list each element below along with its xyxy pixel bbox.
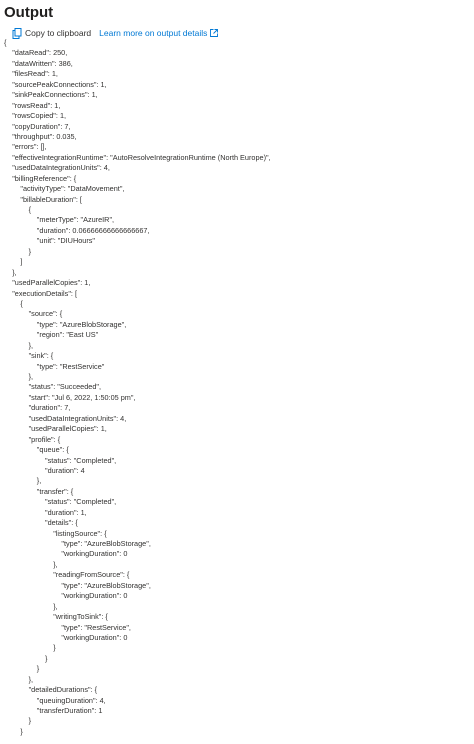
json-line: "usedDataIntegrationUnits": 4,	[12, 163, 110, 173]
json-line: "duration": 7,	[28, 403, 71, 413]
json-line: }	[53, 643, 56, 653]
json-line: "writingToSink": {	[53, 612, 108, 622]
json-line: },	[53, 601, 58, 611]
json-line: "status": "Succeeded",	[28, 382, 102, 392]
learn-more-label: Learn more on output details	[99, 28, 208, 38]
json-line: "readingFromSource": {	[53, 570, 130, 580]
json-line: }	[36, 664, 40, 674]
json-line: {	[20, 298, 23, 308]
json-line: "profile": {	[28, 434, 61, 444]
json-line: }	[20, 726, 23, 736]
json-line: "sink": {	[28, 351, 54, 361]
json-line: "executionDetails": [	[12, 288, 77, 298]
json-line: },	[28, 674, 34, 684]
json-line: "errors": [],	[12, 142, 47, 152]
output-json-viewer	[4, 38, 470, 737]
page-title: Output	[4, 4, 54, 21]
json-line: ]	[20, 257, 23, 267]
json-line: "type": "RestService",	[61, 622, 131, 632]
json-line: "duration": 1,	[45, 507, 87, 517]
json-line: "start": "Jul 6, 2022, 1:50:05 pm",	[28, 392, 136, 402]
json-line: "listingSource": {	[53, 528, 107, 538]
json-line: "sinkPeakConnections": 1,	[12, 90, 98, 100]
json-line: "status": "Completed",	[45, 497, 117, 507]
json-line: "billingReference": {	[12, 173, 77, 183]
json-line: "type": "AzureBlobStorage",	[61, 580, 151, 590]
json-line: "effectiveIntegrationRuntime": "AutoResolveIntegrationRuntime (North Europe)",	[12, 152, 271, 162]
json-line: "activityType": "DataMovement",	[20, 184, 125, 194]
external-link-icon	[210, 29, 218, 37]
json-line: "type": "AzureBlobStorage",	[36, 319, 127, 329]
json-line: "type": "RestService"	[36, 361, 105, 371]
json-line: "region": "East US"	[36, 330, 99, 340]
copy-to-clipboard-button[interactable]	[12, 28, 91, 39]
json-line: },	[28, 340, 34, 350]
json-line: }	[45, 653, 48, 663]
json-line: },	[12, 267, 17, 277]
copy-to-clipboard-label: Copy to clipboard	[25, 28, 92, 38]
json-line: {	[4, 38, 7, 47]
json-line: "transfer": {	[36, 486, 74, 496]
json-line: {	[28, 205, 32, 214]
json-line: "dataRead": 250,	[12, 48, 68, 58]
json-line: "queuingDuration": 4,	[36, 695, 106, 705]
json-line: "duration": 4	[45, 465, 85, 475]
json-line: }	[28, 246, 32, 256]
json-line: "dataWritten": 386,	[12, 58, 73, 68]
json-line: "status": "Completed",	[45, 455, 117, 465]
json-line: },	[28, 372, 34, 381]
learn-more-link[interactable]	[99, 28, 218, 38]
json-line: }	[28, 716, 32, 726]
json-line: "billableDuration": [	[20, 194, 82, 204]
json-line: "workingDuration": 0	[61, 549, 128, 559]
json-line: "copyDuration": 7,	[12, 121, 71, 131]
json-line: "workingDuration": 0	[61, 632, 128, 642]
json-line: },	[53, 559, 58, 569]
json-line: "source": {	[28, 309, 63, 319]
json-line: "filesRead": 1,	[12, 69, 58, 79]
json-line: },	[36, 476, 42, 486]
json-line: "transferDuration": 1	[36, 706, 103, 715]
json-line: "unit": "DIUHours"	[36, 236, 96, 246]
json-line: "meterType": "AzureIR",	[36, 215, 115, 225]
json-line: "detailedDurations": {	[28, 685, 98, 695]
json-line: "usedParallelCopies": 1,	[12, 278, 91, 288]
json-line: "rowsCopied": 1,	[12, 111, 67, 121]
json-line: "rowsRead": 1,	[12, 100, 61, 110]
json-line: "details": {	[45, 518, 78, 528]
json-line: "workingDuration": 0	[61, 591, 128, 601]
json-line: "queue": {	[36, 445, 69, 455]
json-line: "type": "AzureBlobStorage",	[61, 539, 151, 548]
json-line: "usedParallelCopies": 1,	[28, 424, 107, 434]
copy-icon	[12, 28, 22, 39]
json-line: "usedDataIntegrationUnits": 4,	[28, 413, 127, 423]
json-line: "sourcePeakConnections": 1,	[12, 79, 107, 89]
json-line: "duration": 0.06666666666666667,	[36, 225, 150, 235]
json-line: "throughput": 0.035,	[12, 131, 77, 141]
